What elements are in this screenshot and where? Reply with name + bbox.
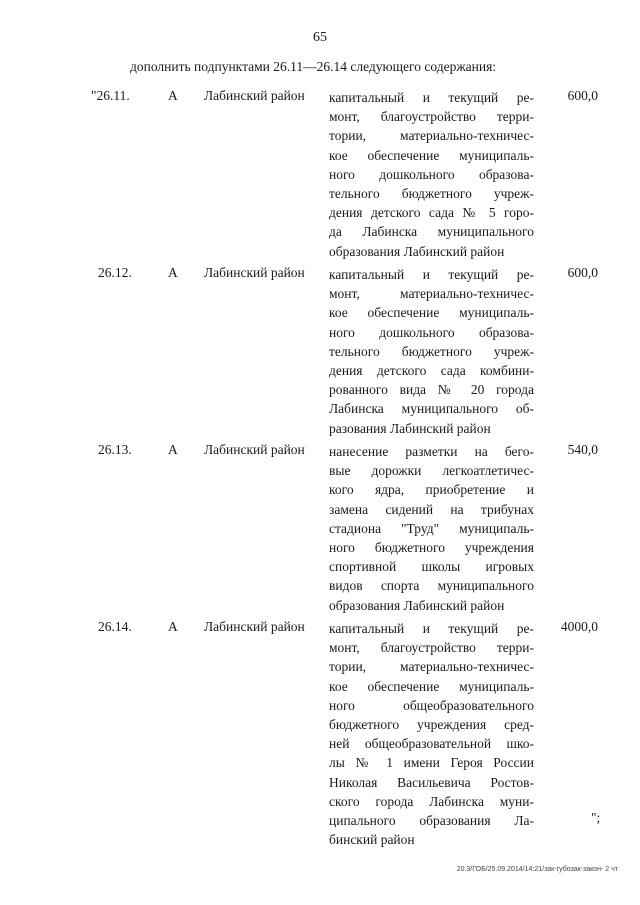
description-line: монт, благоустройство терри-	[329, 109, 534, 125]
description-line: ного дошкольного образова-	[329, 324, 534, 340]
row-amount: 540,0	[567, 442, 598, 457]
row-district: Лабинский район	[204, 619, 305, 634]
row-district: Лабинский район	[204, 88, 305, 103]
description-line: дения детского сада комбини-	[329, 363, 534, 379]
description-line: разования Лабинский район	[329, 420, 491, 436]
row-description	[329, 619, 534, 849]
description-line: стадиона "Труд" муниципаль-	[329, 520, 534, 536]
description-line: кое обеспечение муниципаль-	[329, 305, 534, 321]
description-line: капитальный и текущий ре-	[329, 621, 534, 636]
description-line: кого ядра, приобретение и	[329, 482, 534, 498]
description-line: ного бюджетного учреждения	[329, 540, 534, 556]
row-district: Лабинский район	[204, 265, 305, 280]
row-category: А	[168, 442, 178, 457]
description-line: образования Лабинский район	[329, 243, 505, 259]
row-amount: 600,0	[567, 265, 598, 280]
row-number: 26.14.	[98, 619, 132, 634]
description-line: Николая Васильевича Ростов-	[329, 774, 534, 790]
row-number: 26.12.	[98, 265, 132, 280]
description-line: тории, материально-техничес-	[329, 659, 534, 675]
description-line: Лабинска муниципального об-	[329, 401, 534, 417]
description-line: ного дошкольного образова-	[329, 166, 534, 182]
row-description	[329, 442, 534, 615]
page-number: 65	[313, 30, 327, 45]
closing-quote-mark: ";	[591, 810, 601, 825]
description-line: бинский район	[329, 832, 415, 848]
description-line: ского города Лабинска муни-	[329, 793, 534, 809]
description-line: бюджетного учреждения сред-	[329, 717, 534, 733]
description-line: тельного бюджетного учреж-	[329, 343, 534, 359]
description-line: видов спорта муниципального	[329, 578, 534, 594]
description-line: монт, материально-техничес-	[329, 286, 534, 302]
row-category: А	[168, 619, 178, 634]
description-line: капитальный и текущий ре-	[329, 90, 534, 105]
description-line: вые дорожки легкоатлетичес-	[329, 463, 534, 479]
description-line: образования Лабинский район	[329, 597, 505, 613]
description-line: тельного бюджетного учреж-	[329, 186, 534, 202]
row-description	[329, 265, 534, 438]
description-line: кое обеспечение муниципаль-	[329, 678, 534, 694]
description-line: монт, благоустройство терри-	[329, 640, 534, 656]
intro-text: дополнить подпунктами 26.11—26.14 следующего содержания:	[130, 59, 497, 74]
description-line: лы № 1 имени Героя России	[329, 755, 534, 771]
row-amount: 600,0	[567, 88, 598, 103]
description-line: нанесение разметки на бего-	[329, 444, 534, 459]
row-category: А	[168, 265, 178, 280]
description-line: дения детского сада № 5 горо-	[329, 205, 534, 221]
document-footer-code: 20.3/ГОБ/25.09.2014/14:21/зак-губозак-закон- 2 чт	[456, 866, 618, 873]
description-line: тории, материально-техничес-	[329, 128, 534, 144]
description-line: рованного вида № 20 города	[329, 382, 534, 398]
row-category: А	[168, 88, 178, 103]
description-line: капитальный и текущий ре-	[329, 267, 534, 282]
description-line: ципального образования Ла-	[329, 813, 534, 829]
description-line: кое обеспечение муниципаль-	[329, 147, 534, 163]
description-line: замена сидений на трибунах	[329, 501, 534, 517]
description-line: ней общеобразовательной шко-	[329, 736, 534, 752]
description-line: ного общеобразовательного	[329, 697, 534, 713]
description-line: спортивной школы игровых	[329, 559, 534, 575]
row-district: Лабинский район	[204, 442, 305, 457]
row-number: "26.11.	[91, 88, 130, 103]
row-description	[329, 88, 534, 261]
row-number: 26.13.	[98, 442, 132, 457]
description-line: да Лабинска муниципального	[329, 224, 534, 240]
row-amount: 4000,0	[560, 619, 598, 634]
